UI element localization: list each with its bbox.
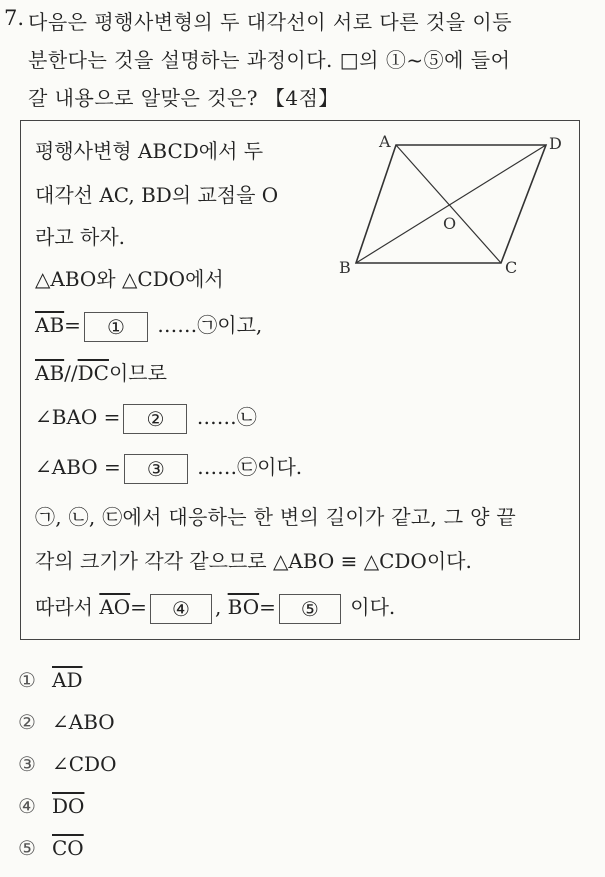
proof-line-7-tail: ……㉡	[196, 405, 257, 429]
conclusion-label: 따라서	[35, 595, 93, 619]
choice-number: ⑤	[18, 836, 36, 860]
choice-number: ④	[18, 794, 36, 818]
proof-line-7	[35, 401, 257, 434]
choice-text: $\overline{AD}$	[52, 668, 83, 692]
equals-sign: =	[259, 595, 276, 619]
label-c: C	[505, 258, 518, 277]
label-o: O	[443, 214, 457, 233]
angle-abo: ∠ABO =	[35, 455, 121, 479]
proof-line-5	[35, 309, 262, 342]
choice-text: $\overline{DO}$	[52, 794, 85, 818]
proof-line-11-tail: 이다.	[350, 595, 396, 619]
segment-ao: $\overline{AO}$	[99, 595, 131, 619]
question-line-3: 갈 내용으로 알맞은 것은? 【4점】	[28, 86, 339, 110]
choice-number: ①	[18, 668, 36, 692]
proof-line-8	[35, 451, 302, 484]
blank-1: ①	[84, 312, 148, 342]
question-number: 7.	[4, 6, 25, 30]
choice-number: ③	[18, 752, 36, 776]
proof-line-9: ㉠, ㉡, ㉢에서 대응하는 한 변의 길이가 같고, 그 양 끝	[35, 505, 516, 529]
choice-text: $\overline{CO}$	[52, 836, 84, 860]
choice-text: ∠CDO	[52, 752, 117, 776]
blank-2: ②	[123, 404, 187, 434]
diagonal-bd	[356, 145, 546, 263]
comma: ,	[214, 595, 222, 619]
proof-line-11	[35, 591, 395, 624]
proof-line-6	[35, 357, 167, 386]
diagonal-ac	[396, 145, 501, 263]
segment-dc: $\overline{DC}$	[77, 361, 109, 385]
blank-5: ⑤	[279, 594, 341, 624]
answer-choice-1[interactable]	[18, 668, 82, 692]
choice-text: ∠ABO	[52, 710, 115, 734]
proof-line-6-tail: 이므로	[108, 361, 167, 385]
label-a: A	[379, 133, 391, 151]
label-d: D	[549, 134, 562, 153]
segment-ab: $\overline{AB}$	[35, 313, 65, 337]
answer-choice-2[interactable]	[18, 710, 115, 734]
choice-number: ②	[18, 710, 36, 734]
question-line-1: 다음은 평행사변형의 두 대각선이 서로 다른 것을 이등	[28, 10, 513, 34]
answer-choice-5[interactable]	[18, 836, 84, 860]
proof-box	[20, 120, 580, 640]
answer-choice-3[interactable]	[18, 752, 117, 776]
equals-sign: =	[130, 595, 147, 619]
equals-sign: =	[64, 313, 81, 337]
proof-line-10: 각의 크기가 각각 같으므로 △ABO ≡ △CDO이다.	[35, 549, 472, 573]
blank-3: ③	[124, 454, 188, 484]
parallelogram-figure	[331, 133, 571, 283]
blank-4: ④	[150, 594, 212, 624]
segment-bo: $\overline{BO}$	[227, 595, 260, 619]
proof-line-5-tail: ……㉠이고,	[157, 313, 263, 337]
parallel-sign: //	[64, 361, 78, 385]
question-line-2: 분한다는 것을 설명하는 과정이다. □의 ①~⑤에 들어	[28, 48, 511, 72]
segment-ab: $\overline{AB}$	[35, 361, 65, 385]
label-b: B	[339, 258, 351, 277]
angle-bao: ∠BAO =	[35, 405, 121, 429]
proof-line-3: 라고 하자.	[35, 225, 125, 249]
answer-choice-4[interactable]	[18, 794, 84, 818]
proof-line-4: △ABO와 △CDO에서	[35, 267, 224, 291]
proof-line-8-tail: ……㉢이다.	[197, 455, 303, 479]
proof-line-2: 대각선 AC, BD의 교점을 O	[35, 183, 279, 207]
proof-line-1: 평행사변형 ABCD에서 두	[35, 139, 264, 163]
